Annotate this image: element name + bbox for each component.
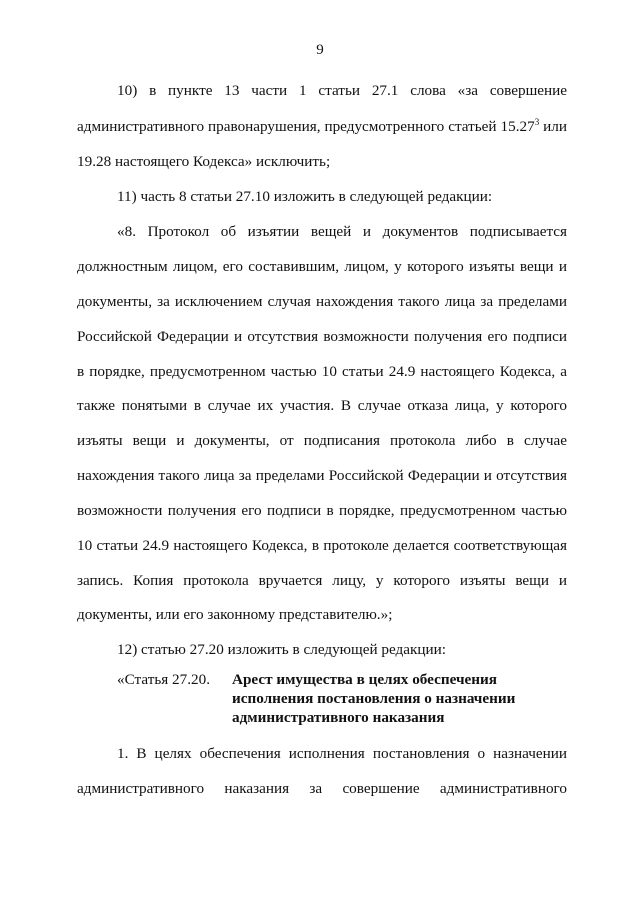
paragraph-line: 12) статью 27.20 изложить в следующей редакции:: [117, 641, 446, 658]
paragraph-line: в порядке, предусмотренном частью 10 статьи 24.9 настоящего Кодекса, а: [77, 363, 567, 380]
superscript: 3: [534, 117, 540, 127]
paragraph-line: возможности получения его подписи в порядке, предусмотренном частью: [77, 502, 567, 519]
article-label: «Статья 27.20.: [117, 671, 211, 688]
article-title-line: исполнения постановления о назначении: [232, 690, 516, 707]
article-title-line: Арест имущества в целях обеспечения: [232, 671, 497, 688]
paragraph-line: документы, или его законному представителю.»;: [77, 606, 393, 623]
paragraph-text: или: [539, 118, 567, 135]
paragraph-line: 10 статьи 24.9 настоящего Кодекса, в протоколе делается соответствующая: [77, 537, 567, 554]
paragraph-text: административного правонарушения, предусмотренного статьей 15.27: [77, 118, 535, 135]
paragraph-line: 1. В целях обеспечения исполнения постановления о назначении: [117, 745, 567, 762]
page-number: 9: [316, 42, 324, 58]
paragraph-line: 10) в пункте 13 части 1 статьи 27.1 слова «за совершение: [117, 82, 567, 99]
paragraph-line: 11) часть 8 статьи 27.10 изложить в следующей редакции:: [117, 188, 493, 205]
paragraph-line: нахождения такого лица за пределами Российской Федерации и отсутствия: [77, 467, 567, 484]
paragraph-line: административного наказания за совершение административного: [77, 780, 567, 797]
paragraph-line: [77, 117, 567, 137]
article-title: [232, 670, 562, 727]
paragraph-line: должностным лицом, его составившим, лицом, у которого изъяты вещи и: [77, 258, 567, 275]
paragraph-line: изъяты вещи и документы, от подписания протокола либо в случае: [77, 432, 567, 449]
paragraph-line: Российской Федерации и отсутствия возможности получения его подписи: [77, 328, 567, 345]
paragraph-line: 19.28 настоящего Кодекса» исключить;: [77, 153, 331, 170]
paragraph-line: документы, за исключением случая нахождения такого лица за пределами: [77, 293, 567, 310]
paragraph-line: запись. Копия протокола вручается лицу, у которого изъяты вещи и: [77, 572, 567, 589]
article-title-line: административного наказания: [232, 709, 445, 726]
paragraph-line: «8. Протокол об изъятии вещей и документов подписывается: [117, 223, 567, 240]
paragraph-line: также понятыми в случае их участия. В случае отказа лица, у которого: [77, 397, 567, 414]
